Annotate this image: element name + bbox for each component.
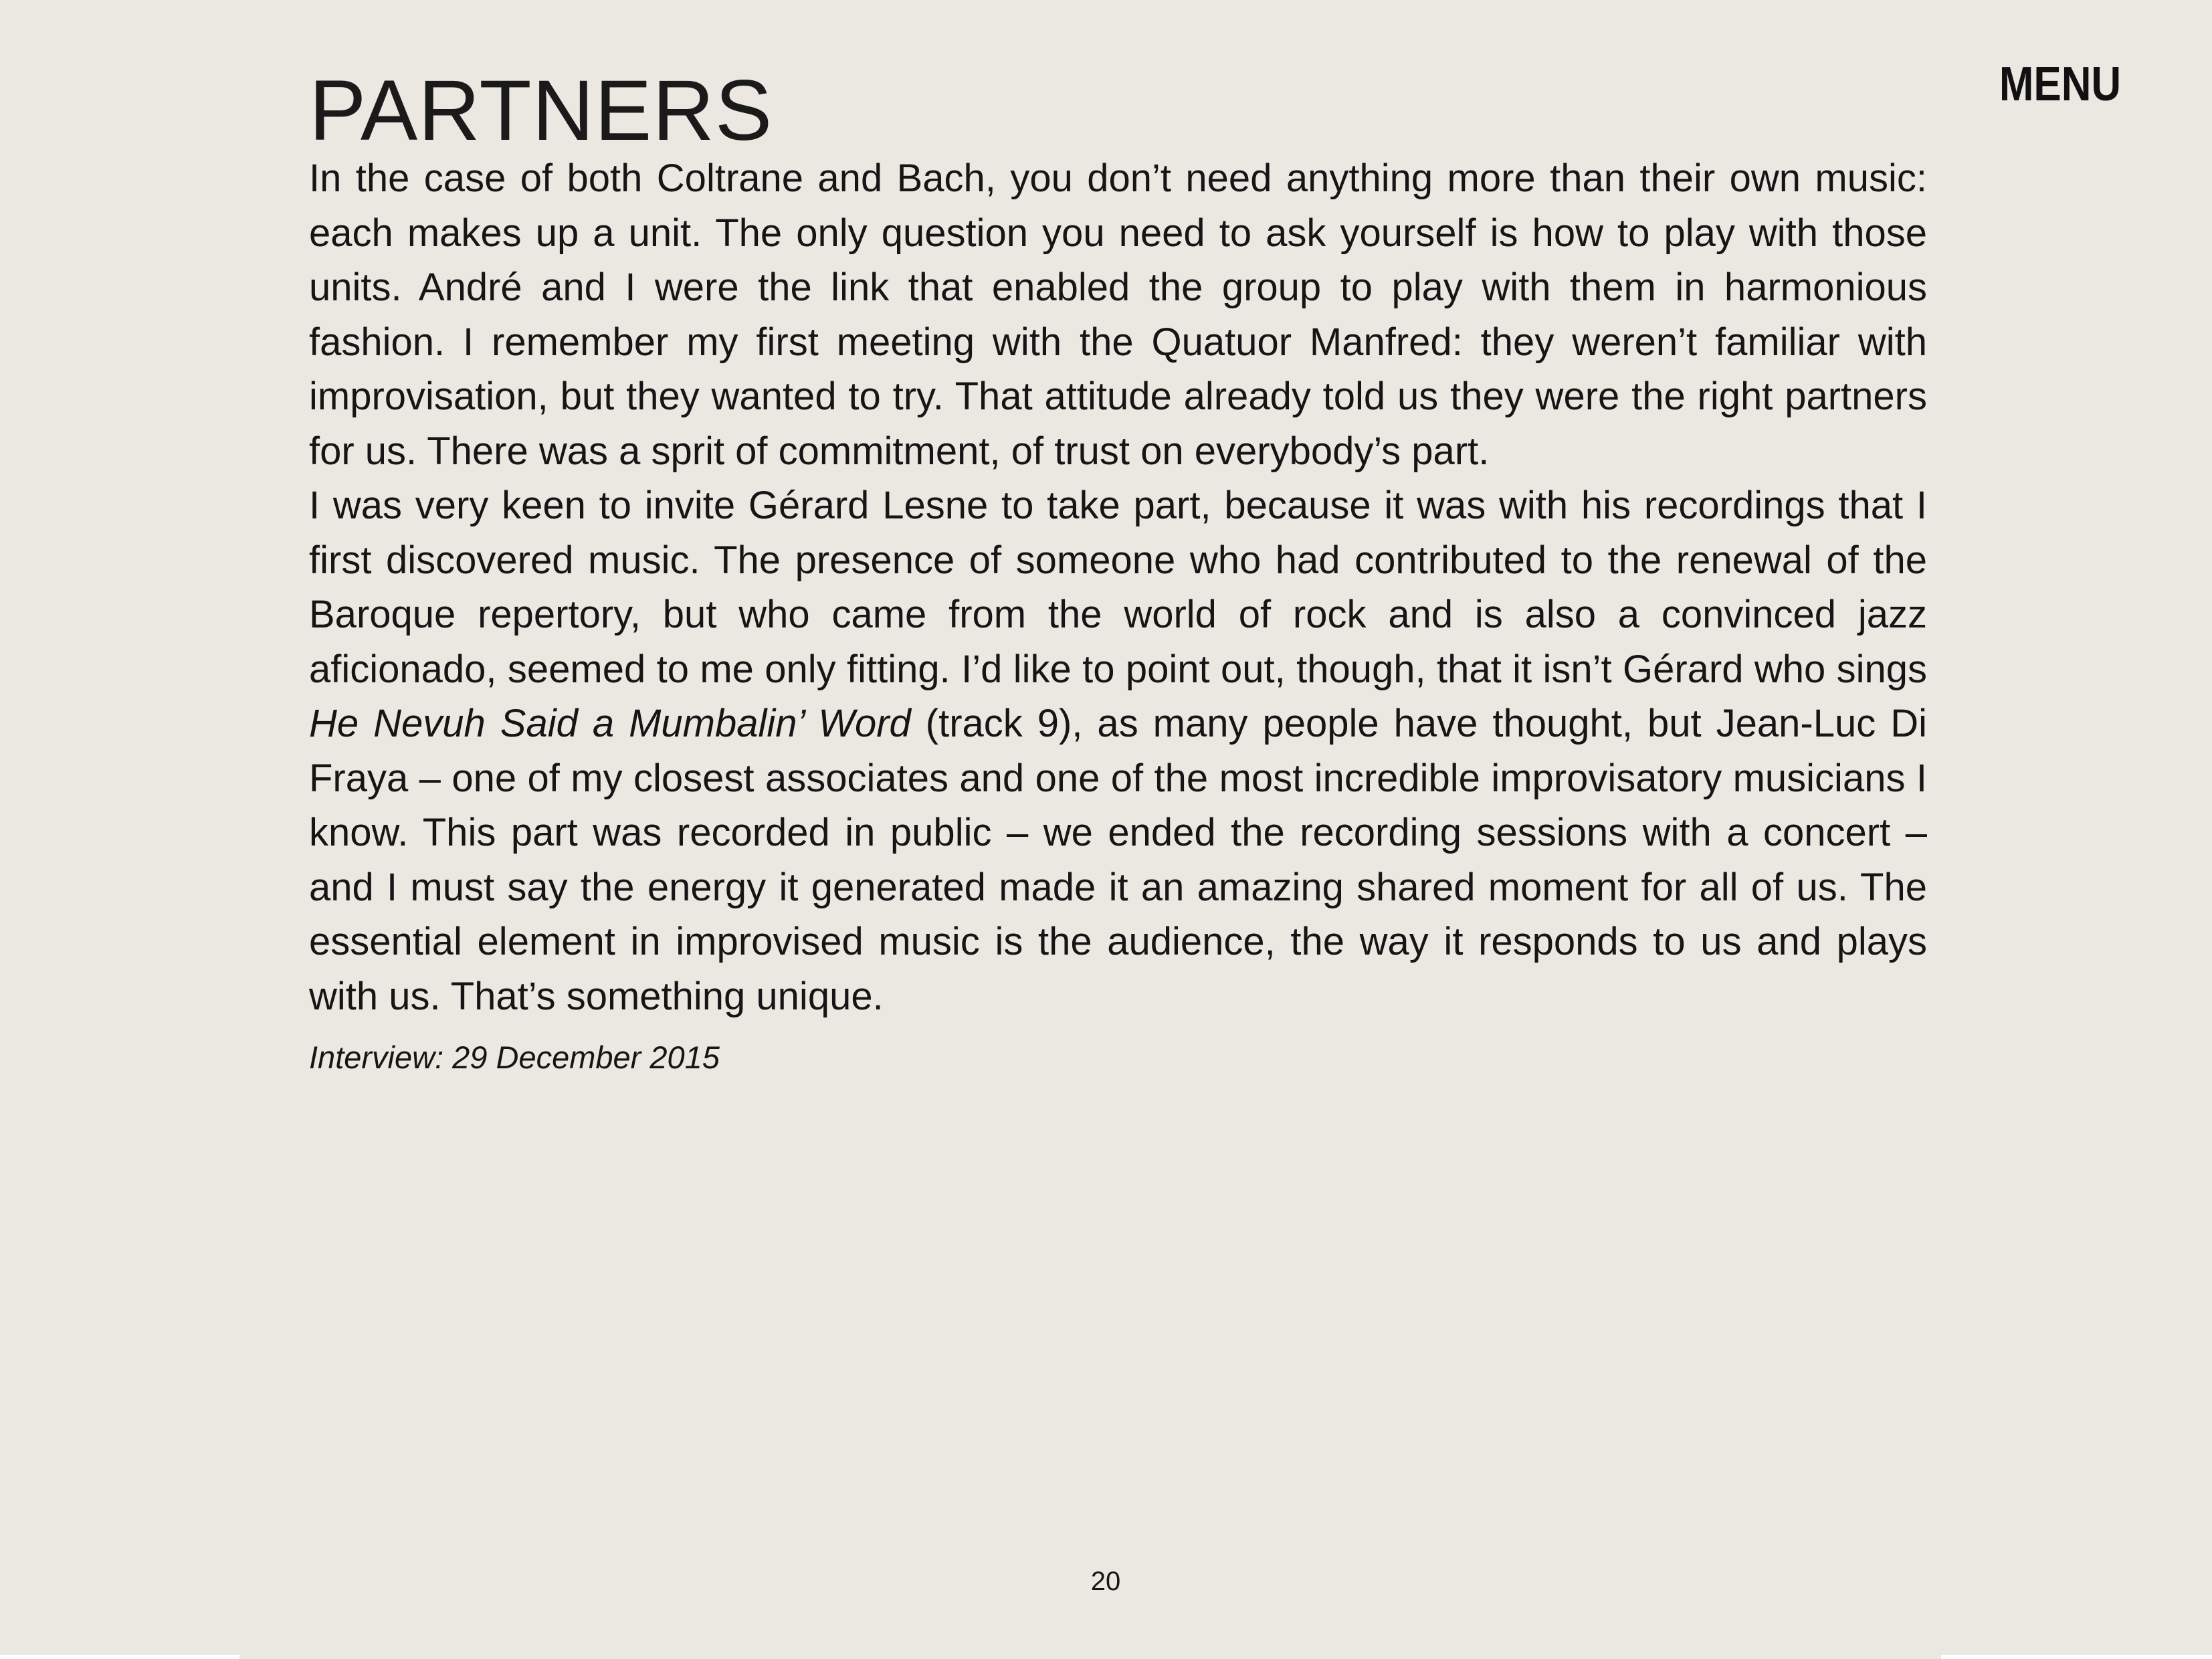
paragraph-2	[309, 478, 1927, 1023]
article-body	[309, 151, 1927, 1023]
interview-date: Interview: 29 December 2015	[309, 1040, 720, 1075]
paragraph-1: In the case of both Coltrane and Bach, you don’t need anything more than their own music: each makes up a unit. The only question you need to ask yourself is how to play with those units. André and I were the link that enabled the group to play with them in harmonious fashion. I remember my first meeting with the Quatuor Manfred: they weren’t familiar with improvisation, but they wanted to try. That attitude already told us they were the right partners for us. There was a sprit of commitment, of trust on everybody’s part.	[309, 157, 1927, 473]
song-title: He Nevuh Said a Mumbalin’ Word	[309, 702, 911, 745]
bottom-edge-strip-left	[0, 1655, 239, 1659]
page-number: 20	[1090, 1567, 1121, 1596]
page-title: PARTNERS	[309, 63, 773, 159]
bottom-edge-strip-right	[1941, 1655, 2212, 1659]
paragraph-2-text-end: (track 9), as many people have thought, but Jean-Luc Di Fraya – one of my closest associates and one of the most incredible improvisatory musicians I know. This part was recorded in public – we ended the recording sessions with a concert – and I must say the energy it generated made it an amazing shared moment for all of us. The essential element in improvised music is the audience, the way it responds to us and plays with us. That’s something unique.	[309, 702, 1927, 1018]
paragraph-2-text-start: I was very keen to invite Gérard Lesne to take part, because it was with his recordings that I first discovered music. The presence of someone who had contributed to the renewal of the Baroque repertory, but who came from the world of rock and is also a convinced jazz aficionado, seemed to me only fitting. I’d like to point out, though, that it isn’t Gérard who sings	[309, 484, 1927, 691]
menu-button[interactable]: MENU	[1999, 58, 2122, 111]
